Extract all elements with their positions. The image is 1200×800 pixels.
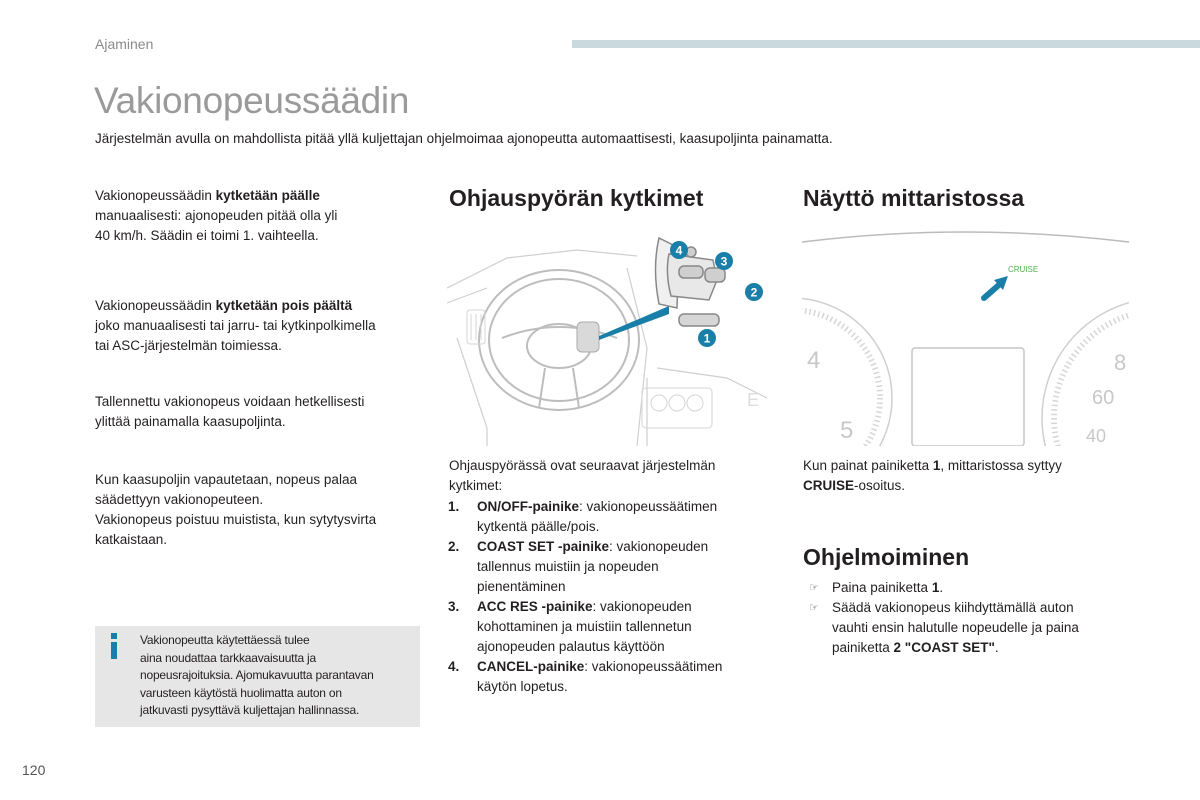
switch-list <box>448 497 778 697</box>
para-switch-off: Vakionopeussäädin kytketään pois päältä joko manuaalisesti tai jarru- tai kytkinpolkimella tai ASC-järjestelmän toimiessa. <box>95 298 376 353</box>
hand-pointer-icon: ☞ <box>809 602 819 614</box>
display-caption: Kun painat painiketta 1, mittaristossa syttyy CRUISE-osoitus. <box>803 458 1062 493</box>
intro-text: Järjestelmän avulla on mahdollista pitää yllä kuljettajan ohjelmoimaa ajonopeutta automaattisesti, kaasupoljinta painamatta. <box>95 131 833 146</box>
svg-text:4: 4 <box>675 243 683 258</box>
pointer-arrow <box>599 306 669 340</box>
programming-heading: Ohjelmoiminen <box>803 544 970 570</box>
instrument-cluster-figure <box>802 228 1129 446</box>
svg-text:1: 1 <box>703 331 711 346</box>
svg-text:8: 8 <box>1114 350 1127 375</box>
svg-text:2: 2 <box>750 285 758 300</box>
svg-text:40: 40 <box>1086 426 1107 446</box>
display-heading: Näyttö mittaristossa <box>803 185 1025 211</box>
svg-text:4: 4 <box>807 347 821 374</box>
list-item: 3. ACC RES -painike: vakionopeuden kohottaminen ja muistiin tallennetun ajonopeuden palautus käyttöön <box>448 599 692 654</box>
hand-pointer-icon: ☞ <box>809 582 819 594</box>
svg-text:5: 5 <box>840 417 854 444</box>
steering-caption: Ohjauspyörässä ovat seuraavat järjestelmän kytkimet: <box>449 458 716 493</box>
center-display <box>912 348 1024 446</box>
callout-marker-1 <box>698 329 716 347</box>
steering-switches-heading: Ohjauspyörän kytkimet <box>449 185 704 211</box>
info-icon <box>108 633 120 659</box>
arrow-icon <box>984 276 1008 298</box>
list-item: 4. CANCEL-painike: vakionopeussäätimen käytön lopetus. <box>448 659 723 694</box>
programming-steps <box>803 578 1123 658</box>
para-exceed: Tallennettu vakionopeus voidaan hetkellisesti ylittää painamalla kaasupoljinta. <box>95 394 365 429</box>
para-switch-on: Vakionopeussäädin kytketään päälle manuaalisesti: ajonopeuden pitää olla yli 40 km/h. Säädin ei toimi 1. vaihteella. <box>95 188 338 243</box>
para-release: Kun kaasupoljin vapautetaan, nopeus palaa säädettyyn vakionopeuteen. Vakionopeus poistuu muistista, kun sytytysvirta katkaistaan. <box>95 472 377 547</box>
list-item: 2. COAST SET -painike: vakionopeuden tallennus muistiin ja nopeuden pienentäminen <box>448 539 709 594</box>
page-number: 120 <box>22 762 46 778</box>
info-text: Vakionopeutta käytettäessä tulee aina noudattaa tarkkaavaisuutta ja nopeusrajoituksia. Ajomukavuutta parantavan varusteen käytöstä huolimatta auton on jatkuvasti pysyttävä kuljettajan hallinnassa. <box>140 633 374 717</box>
callout-marker-2 <box>745 283 763 301</box>
svg-text:60: 60 <box>1092 387 1115 409</box>
list-item: 1. ON/OFF-painike: vakionopeussäätimen kytkentä päälle/pois. <box>448 499 718 534</box>
header-bar <box>572 40 1200 48</box>
list-item: ☞ Paina painiketta 1. <box>803 578 1123 598</box>
section-label: Ajaminen <box>95 36 154 52</box>
list-item: ☞ Säädä vakionopeus kiihdyttämällä auton vauhti ensin halutulle nopeudelle ja paina painiketta 2 "COAST SET". <box>809 600 1079 655</box>
callout-marker-4 <box>670 241 688 259</box>
callout-marker-3 <box>715 252 733 270</box>
cruise-indicator: CRUISE <box>1008 265 1039 274</box>
steering-wheel <box>479 270 639 410</box>
svg-text:3: 3 <box>720 254 728 269</box>
steering-wheel-figure <box>447 228 773 446</box>
svg-text:E: E <box>747 390 760 410</box>
page-title: Vakionopeussäädin <box>94 80 410 121</box>
